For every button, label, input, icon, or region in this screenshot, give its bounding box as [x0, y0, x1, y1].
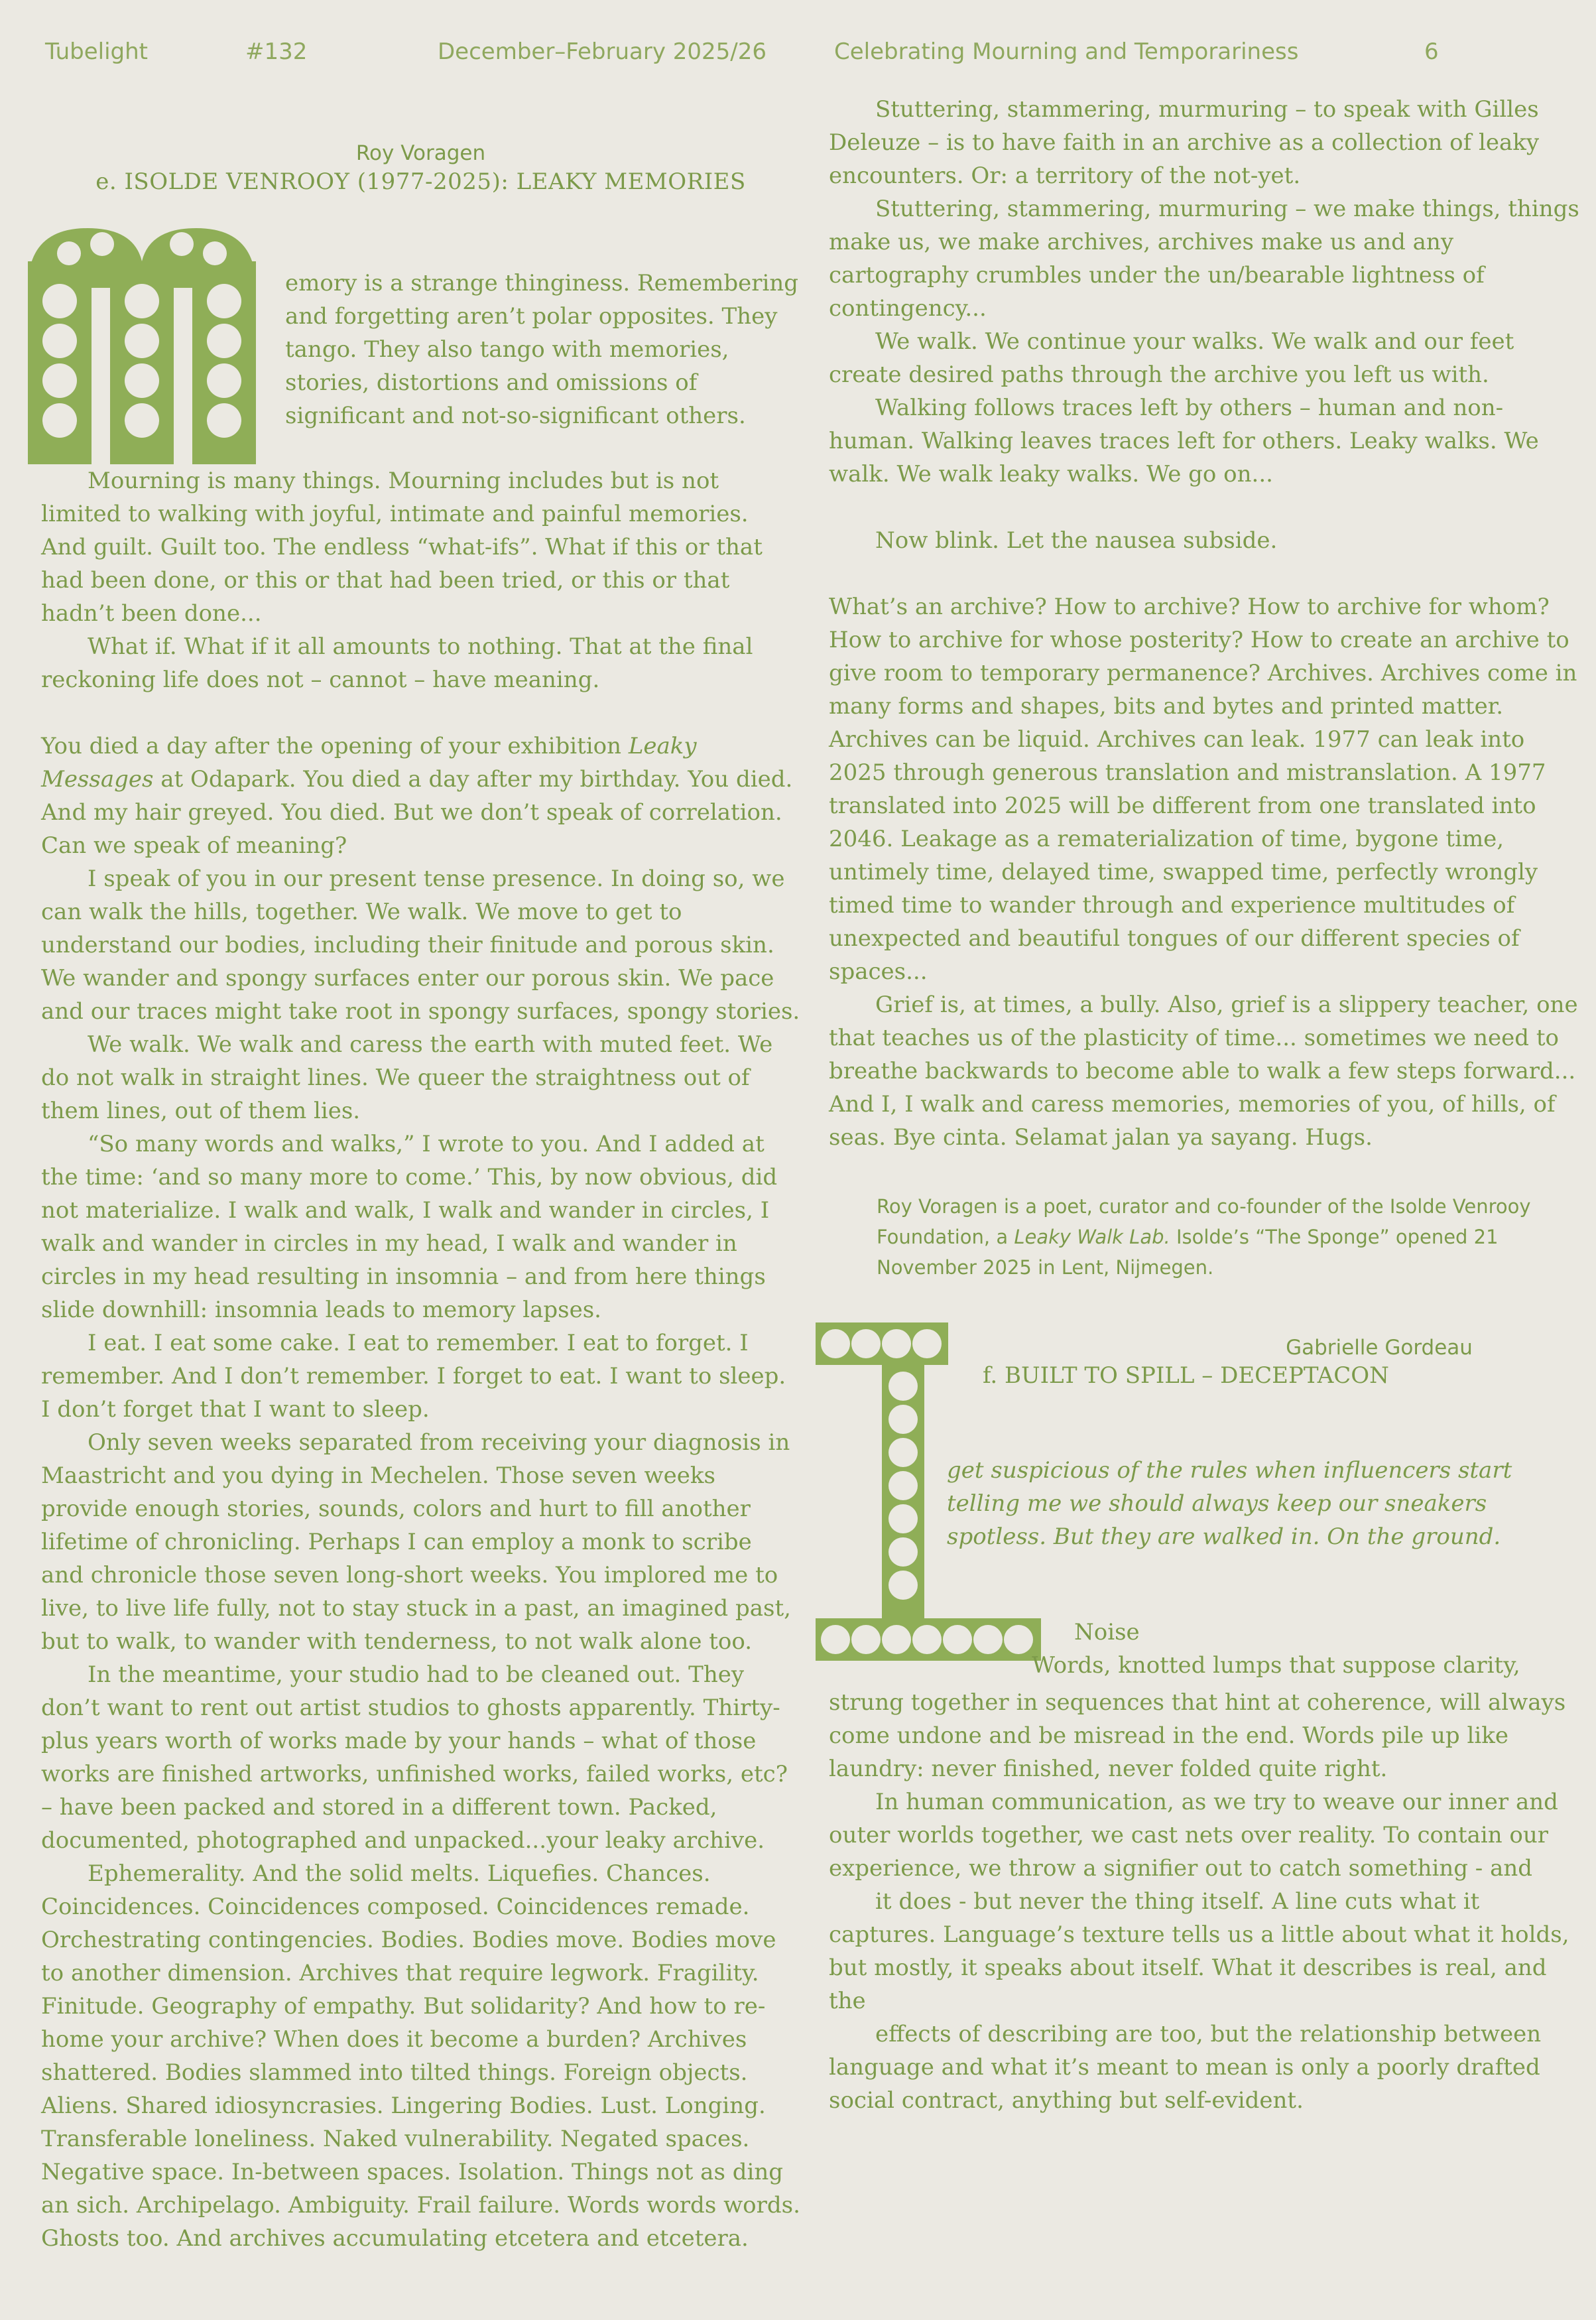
- paragraph: Only seven weeks separated from receiving your diagnosis in Maastricht and you dying in Mechelen. Those seven weeks provide enough stories, sounds, colors and hurt to fill another lifetime of chronicling. Perhaps I can employ a monk to scribe and chronicle those seven long-short weeks. You implored me to live, to live life fully, not to stay stuck in a past, an imagined past, but to walk, to wander with tenderness, to not walk alone too.: [41, 1429, 791, 1655]
- paragraph: strung together in sequences that hint at coherence, will always come undone and be misread in the end. Words pile up like laundry: never finished, never folded quite right.: [829, 1689, 1566, 1782]
- author-bio: Roy Voragen is a poet, curator and co-founder of the Isolde Venrooy Foundation, a Leaky Walk Lab. Isolde’s “The Sponge” opened 21 November 2025 in Lent, Nijmegen.: [877, 1195, 1531, 1279]
- issue-date: December–February 2025/26: [438, 38, 767, 65]
- article-f-body: [829, 1686, 1585, 2117]
- left-column: [41, 99, 800, 2252]
- drop-cap-block: [41, 215, 800, 464]
- issue-number: #132: [245, 38, 308, 65]
- exhibition-title: Leaky Messages: [41, 733, 697, 793]
- article-e-opening: emory is a strange thinginess. Remembering and forgetting aren’t polar opposites. They tango. They also tango with memories, stories, distortions and omissions of significant and not-so-significant others.: [285, 270, 799, 429]
- paragraph: Grief is, at times, a bully. Also, grief is a slippery teacher, one that teaches us of the plasticity of time... sometimes we need to breathe backwards to become able to walk a few steps forward... And I, I walk and caress memories, memories of you, of hills, of seas. Bye cinta. Selamat jalan ya sayang. Hugs.: [829, 992, 1578, 1151]
- paragraph: What’s an archive? How to archive? How to archive for whom? How to archive for whose posterity? How to create an archive to give room to temporary permanence? Archives. Archives come in many forms and shapes, bits and bytes and printed matter. Archives can be liquid. Archives can leak. 1977 can leak into 2025 through generous translation and mistranslation. A 1977 translated into 2025 will be different from one translated into 2046. Leakage as a rematerialization of time, bygone time, untimely time, delayed time, swapped time, perfectly wrongly timed time to wander through and experience multitudes of unexpected and beautiful tongues of our different species of spaces...: [829, 594, 1577, 985]
- paragraph: effects of describing are too, but the relationship between language and what it’s meant to mean is only a poorly drafted social contract, anything but self-evident.: [829, 2021, 1542, 2114]
- issue-theme: Celebrating Mourning and Temporariness: [834, 38, 1299, 65]
- article-e-author: Roy Voragen: [355, 141, 486, 165]
- right-column: [829, 93, 1585, 2117]
- paragraph: Ephemerality. And the solid melts. Liquefies. Chances. Coincidences. Coincidences composed. Coincidences remade. Orchestrating contingencies. Bodies. Bodies move. Bodies move to another dimension. Archives that require legwork. Fragility. Finitude. Geography of empathy. But solidarity? And how to re-home your archive? When does it become a burden? Archives shattered. Bodies slammed into tilted things. Foreign objects. Aliens. Shared idiosyncrasies. Lingering Bodies. Lust. Longing. Transferable loneliness. Naked vulnerability. Negated spaces. Negative space. In-between spaces. Isolation. Things not as ding an sich. Archipelago. Ambiguity. Frail failure. Words words words. Ghosts too. And archives accumulating etcetera and etcetera.: [41, 1860, 800, 2252]
- article-f-author: Gabrielle Gordeau: [1286, 1336, 1473, 1360]
- article-f-header: [829, 1322, 1585, 1679]
- publication-name: Tubelight: [45, 38, 149, 65]
- article-f-title: f. BUILT TO SPILL – DECEPTACON: [983, 1362, 1389, 1389]
- paragraph: it does - but never the thing itself. A line cuts what it captures. Language’s texture tells us a little about what it holds, but mostly, it speaks about itself. What it describes is real, and the: [829, 1888, 1569, 2014]
- paragraph: We walk. We walk and caress the earth with muted feet. We do not walk in straight lines. We queer the straightness out of them lines, out of them lies.: [41, 1031, 773, 1124]
- drop-cap-m-icon: [28, 215, 293, 464]
- article-f-intro: get suspicious of the rules when influencers start telling me we should always keep our sneakers spotless. But they are walked in. On the ground.: [947, 1457, 1512, 1550]
- paragraph: I eat. I eat some cake. I eat to remember. I eat to forget. I remember. And I don’t remember. I forget to eat. I want to sleep. I don’t forget that I want to sleep.: [41, 1330, 786, 1423]
- paragraph: Walking follows traces left by others – human and non-human. Walking leaves traces left for others. Leaky walks. We walk. We walk leaky walks. We go on...: [829, 395, 1539, 487]
- paragraph: What if. What if it all amounts to nothing. That at the final reckoning life does not – cannot – have meaning.: [41, 633, 753, 693]
- article-f-subhead: Noise: [1074, 1619, 1140, 1645]
- article-f-first-line: Words, knotted lumps that suppose clarity,: [1032, 1652, 1520, 1679]
- running-header: [0, 38, 1596, 72]
- paragraph: Stuttering, stammering, murmuring – to speak with Gilles Deleuze – is to have faith in an archive as a collection of leaky encounters. Or: a territory of the not-yet.: [829, 96, 1540, 189]
- paragraph: “So many words and walks,” I wrote to you. And I added at the time: ‘and so many more to come.’ This, by now obvious, did not materialize. I walk and walk, I walk and wander in circles, I walk and wander in circles in my head, I walk and wander in circles in my head resulting in insomnia – and from here things slide downhill: insomnia leads to memory lapses.: [41, 1131, 778, 1323]
- paragraph: Mourning is many things. Mourning includes but is not limited to walking with joyful, intimate and painful memories. And guilt. Guilt too. The endless “what-ifs”. What if this or that had been done, or this or that had been tried, or this or that hadn’t been done...: [41, 468, 763, 627]
- page-number: 6: [1424, 38, 1439, 65]
- lab-name: Leaky Walk Lab.: [1014, 1226, 1170, 1248]
- article-e-title: e. ISOLDE VENROOY (1977-2025): LEAKY MEMORIES: [95, 168, 746, 195]
- paragraph: Now blink. Let the nausea subside.: [875, 527, 1278, 554]
- paragraph: In the meantime, your studio had to be cleaned out. They don’t want to rent out artist studios to ghosts apparently. Thirty-plus years worth of works made by your hands – what of those works are finished artworks, unfinished works, failed works, etc? – have been packed and stored in a different town. Packed, documented, photographed and unpacked...your leaky archive.: [41, 1661, 788, 1854]
- paragraph: We walk. We continue your walks. We walk and our feet create desired paths through the archive you left us with.: [829, 328, 1514, 388]
- paragraph: You died a day after the opening of your exhibition Leaky Messages at Odapark. You died a day after my birthday. You died. And my hair greyed. You died. But we don’t speak of correlation. Can we speak of meaning?: [41, 733, 793, 859]
- paragraph: In human communication, as we try to weave our inner and outer worlds together, we cast nets over reality. To contain our experience, we throw a signifier out to catch something - and: [829, 1789, 1558, 1882]
- paragraph: Stuttering, stammering, murmuring – we make things, things make us, we make archives, archives make us and any cartography crumbles under the un/bearable lightness of contingency...: [829, 196, 1579, 322]
- paragraph: I speak of you in our present tense presence. In doing so, we can walk the hills, together. We walk. We move to get to understand our bodies, including their finitude and porous skin. We wander and spongy surfaces enter our porous skin. We pace and our traces might take root in spongy surfaces, spongy stories.: [41, 866, 800, 1025]
